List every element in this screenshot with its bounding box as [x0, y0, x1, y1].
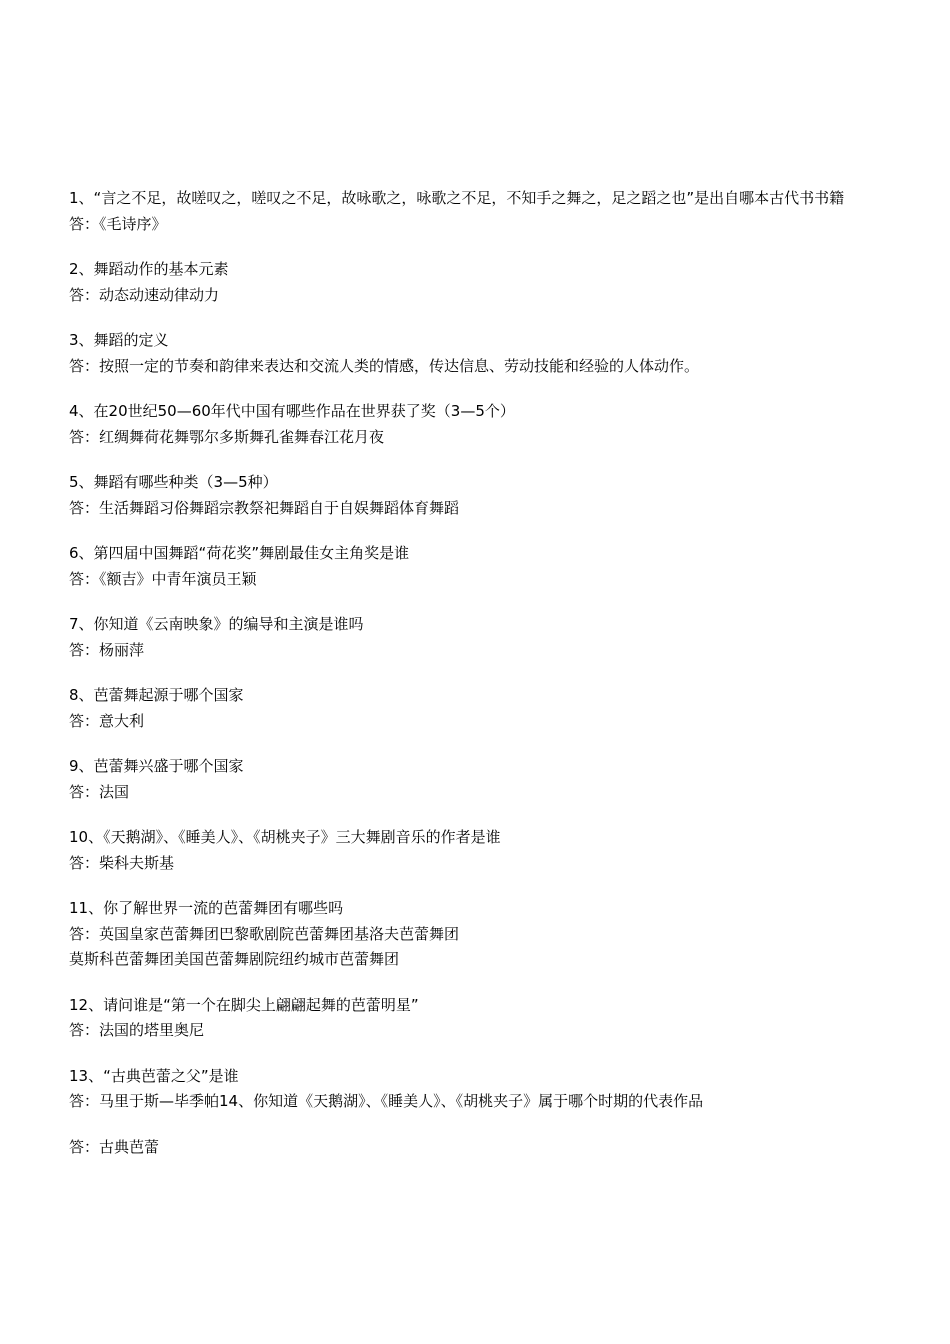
answer-text: 答：马里于斯—毕季帕14、你知道《天鹅湖》、《睡美人》、《胡桃夹子》属于哪个时期的代表作品	[69, 1092, 704, 1110]
qa-item	[69, 257, 889, 308]
qa-item	[69, 1064, 889, 1115]
question-text: 10、《天鹅湖》、《睡美人》、《胡桃夹子》三大舞剧音乐的作者是谁	[69, 828, 501, 846]
question-text: 12、请问谁是“第一个在脚尖上翩翩起舞的芭蕾明星”	[69, 995, 419, 1014]
answer-text: 答：红绸舞荷花舞鄂尔多斯舞孔雀舞春江花月夜	[69, 427, 385, 446]
question-text: 11、你了解世界一流的芭蕾舞团有哪些吗	[69, 899, 344, 917]
question-text: 2、舞蹈动作的基本元素	[69, 260, 229, 278]
qa-item	[69, 754, 889, 805]
question-text: 6、第四届中国舞蹈“荷花奖”舞剧最佳女主角奖是谁	[69, 544, 410, 562]
question-text: 3、舞蹈的定义	[69, 331, 169, 349]
qa-item	[69, 328, 889, 379]
qa-item	[69, 186, 889, 237]
question-text: 13、“古典芭蕾之父”是谁	[69, 1066, 239, 1085]
question-text: 7、你知道《云南映象》的编导和主演是谁吗	[69, 615, 364, 633]
answer-text: 答：法国的塔里奥尼	[69, 1021, 205, 1039]
answer-text: 答：《毛诗序》	[69, 214, 167, 233]
qa-item	[69, 825, 889, 876]
qa-item	[69, 470, 889, 521]
qa-item	[69, 612, 889, 663]
question-text: 5、舞蹈有哪些种类（3—5种）	[69, 473, 278, 491]
qa-list	[69, 186, 889, 1180]
answer-text: 答：古典芭蕾	[69, 1137, 160, 1156]
question-text: 4、在20世纪50—60年代中国有哪些作品在世界获了奖（3—5个）	[69, 402, 515, 420]
qa-item	[69, 1135, 889, 1161]
qa-item	[69, 683, 889, 734]
answer-text: 答：柴科夫斯基	[69, 853, 175, 872]
answer-text: 答：杨丽萍	[69, 640, 145, 659]
answer-text: 答：英国皇家芭蕾舞团巴黎歌剧院芭蕾舞团基洛夫芭蕾舞团	[69, 924, 460, 943]
qa-item	[69, 896, 889, 973]
qa-item	[69, 541, 889, 592]
answer-text: 答：生活舞蹈习俗舞蹈宗教祭祀舞蹈自于自娱舞蹈体育舞蹈	[69, 498, 460, 517]
question-text: 8、芭蕾舞起源于哪个国家	[69, 686, 244, 704]
answer-text-continued: 莫斯科芭蕾舞团美国芭蕾舞剧院纽约城市芭蕾舞团	[69, 950, 400, 968]
qa-item	[69, 399, 889, 450]
question-text: 9、芭蕾舞兴盛于哪个国家	[69, 757, 244, 775]
answer-text: 答：意大利	[69, 711, 145, 730]
question-text: 1、“言之不足，故嗟叹之，嗟叹之不足，故咏歌之，咏歌之不足，不知手之舞之，足之蹈之也”是出自哪本古代书书籍	[69, 189, 845, 207]
answer-text: 答：动态动速动律动力	[69, 285, 220, 304]
answer-text: 答：法国	[69, 782, 130, 801]
answer-text: 答：《额吉》中青年演员王颖	[69, 569, 257, 588]
qa-item	[69, 993, 889, 1044]
answer-text: 答：按照一定的节奏和韵律来表达和交流人类的情感，传达信息、劳动技能和经验的人体动作。	[69, 356, 700, 375]
